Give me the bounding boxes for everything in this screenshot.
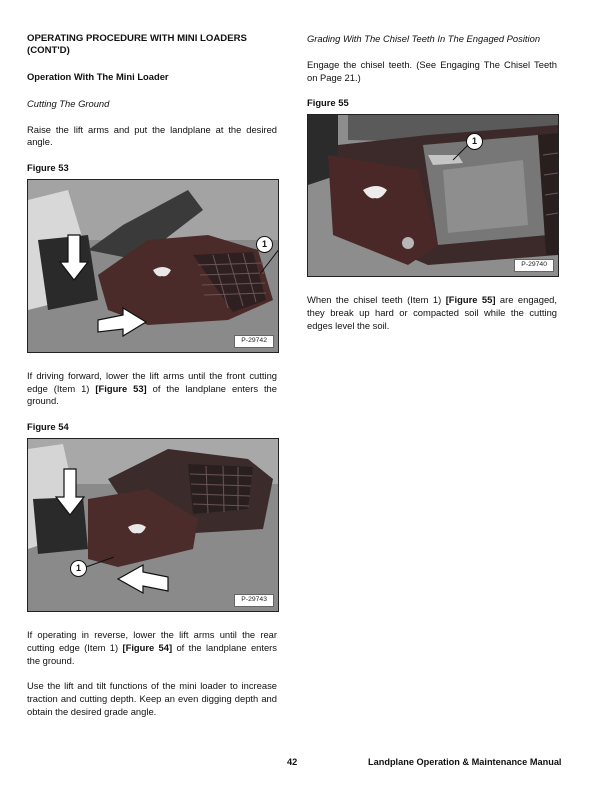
figure-53-reference: [Figure 53] <box>95 382 147 394</box>
figure-55-code: P-29740 <box>514 259 554 272</box>
figure-53-photo <box>28 180 278 352</box>
paragraph-engage: Engage the chisel teeth. (See Engaging The Chisel Teeth on Page 21.) <box>307 58 557 83</box>
figure-54-reference: [Figure 54] <box>122 641 173 653</box>
paragraph-forward: If driving forward, lower the lift arms until the front cutting edge (Item 1) [Figure 53] of the landplane enters the ground. <box>27 369 277 407</box>
figure-55-photo <box>308 115 558 276</box>
right-column <box>307 33 557 345</box>
paragraph-reverse: If operating in reverse, lower the lift arms until the rear cutting edge (Item 1) [Figure 54] of the landplane enters the ground. <box>27 629 277 666</box>
subsection-cutting-title: Cutting The Ground <box>27 97 110 109</box>
left-column <box>27 33 277 732</box>
figure-55-callout: 1 <box>466 133 483 150</box>
figure-53-callout: 1 <box>256 236 273 253</box>
figure-53-label: Figure 53 <box>27 162 69 174</box>
figure-55 <box>307 114 559 277</box>
subsection-grading-title: Grading With The Chisel Teeth In The Engaged Position <box>307 33 541 44</box>
paragraph-raise: Raise the lift arms and put the landplane at the desired angle. <box>27 123 277 148</box>
figure-53 <box>27 179 279 353</box>
figure-54-label: Figure 54 <box>27 421 69 433</box>
subheading-operation: Operation With The Mini Loader <box>27 70 169 82</box>
figure-55-reference: [Figure 55] <box>445 294 496 306</box>
paragraph-chisel-engaged: When the chisel teeth (Item 1) [Figure 55] are engaged, they break up hard or compacted soil while the cutting edges level the soil. <box>307 294 557 331</box>
figure-54-callout: 1 <box>70 560 87 577</box>
figure-54-photo <box>28 439 278 611</box>
figure-54-code: P-29743 <box>234 594 274 607</box>
paragraph-lift-tilt: Use the lift and tilt functions of the mini loader to increase traction and cutting depth. Keep an even digging depth and obtain the desired grade angle. <box>27 680 277 717</box>
figure-53-code: P-29742 <box>234 335 274 348</box>
figure-54 <box>27 438 279 612</box>
page-number: 42 <box>287 757 298 767</box>
section-heading: OPERATING PROCEDURE WITH MINI LOADERS (CONT'D) <box>27 33 247 56</box>
manual-title: Landplane Operation & Maintenance Manual <box>368 757 562 767</box>
figure-55-label: Figure 55 <box>307 97 349 109</box>
